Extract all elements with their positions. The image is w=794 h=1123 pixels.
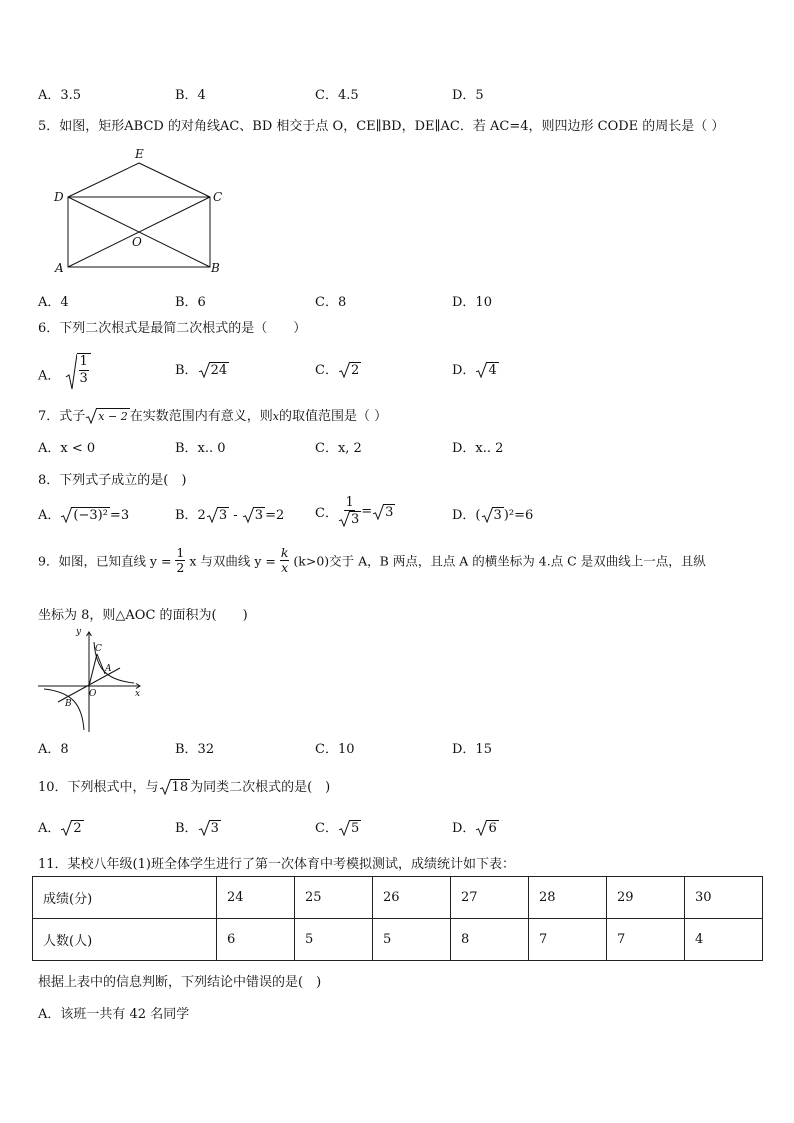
q6-b-radicand: 24 <box>210 363 228 378</box>
q10-d-letter: D． <box>452 821 476 836</box>
q8-a-letter: A． <box>38 508 61 523</box>
q8-b-prefix: B．2 <box>175 508 206 523</box>
table-cell: 25 <box>295 877 373 919</box>
q9-frac1-num: 1 <box>176 545 185 560</box>
q10-option-a <box>38 817 84 836</box>
table-cell: 8 <box>451 919 529 961</box>
q9-hyperbola-figure <box>36 624 148 736</box>
table-cell: 4 <box>685 919 763 961</box>
q8-stem: 8．下列式子成立的是( ) <box>38 473 187 488</box>
sqrt-expression <box>481 507 504 523</box>
sqrt-expression <box>372 504 395 520</box>
q6-option-a <box>38 354 91 393</box>
label-d: D <box>54 190 64 204</box>
q9-frac2-num: k <box>280 545 289 560</box>
table-cell: 5 <box>373 919 451 961</box>
hyperbola-branch-2 <box>44 689 84 730</box>
q6-option-d <box>452 359 499 378</box>
q10-c-radicand: 5 <box>350 821 360 836</box>
q7-variable: x <box>272 410 279 423</box>
score-table <box>32 876 763 961</box>
q8-d-prefix: D．( <box>452 508 481 523</box>
q4-option-b: B．4 <box>175 88 206 103</box>
q9-stem-part1: 9．如图，已知直线 y = <box>38 553 172 569</box>
label-c: C <box>95 644 102 654</box>
q4-option-d: D．5 <box>452 88 484 103</box>
table-cell: 7 <box>607 919 685 961</box>
sqrt-expression <box>338 820 361 836</box>
radical-sign <box>65 353 77 391</box>
q8-b-radicand-1: 3 <box>218 508 228 523</box>
sqrt-expression <box>475 820 498 836</box>
q7-stem-end: 的取值范围是（ ） <box>278 409 388 424</box>
q6-c-radicand: 2 <box>350 363 360 378</box>
q7-stem <box>38 405 387 424</box>
q7-option-c: C．x, 2 <box>315 441 362 456</box>
q11-stem: 11．某校八年级(1)班全体学生进行了第一次体育中考模拟测试，成绩统计如下表： <box>38 857 515 872</box>
q10-c-letter: C． <box>315 821 338 836</box>
sqrt-expression <box>338 511 361 527</box>
q10-a-radicand: 2 <box>73 821 82 836</box>
table-cell: 5 <box>295 919 373 961</box>
q5-option-a: A．4 <box>38 295 69 310</box>
q8-option-c <box>315 496 395 527</box>
table-cell: 人数(人) <box>33 919 217 961</box>
q8-option-b <box>175 504 284 523</box>
q8-b-radicand-2: 3 <box>254 508 264 523</box>
q6-option-b-letter: B． <box>175 363 198 378</box>
q9-stem-part3: (k>0)交于 A，B 两点，且点 A 的横坐标为 4.点 C 是双曲线上一点，且纵 <box>293 553 706 569</box>
label-c: C <box>213 190 223 204</box>
sqrt-expression <box>475 362 498 378</box>
q8-c-radicand: 3 <box>385 504 394 520</box>
q8-a-radicand: (−3)² <box>73 508 108 523</box>
q11-question: 根据上表中的信息判断，下列结论中错误的是( ) <box>38 975 322 990</box>
q4-option-c: C．4.5 <box>315 88 359 103</box>
q10-option-d <box>452 817 499 836</box>
sqrt-expression <box>85 408 129 424</box>
q4-option-a: A．3.5 <box>38 88 82 103</box>
sqrt-expression <box>198 820 221 836</box>
q8-b-result: =2 <box>265 508 285 523</box>
table-cell: 27 <box>451 877 529 919</box>
label-b: B <box>65 699 72 709</box>
q9-option-c: C．10 <box>315 742 355 757</box>
q9-frac2-den: x <box>281 560 289 575</box>
q6-option-c <box>315 359 361 378</box>
table-cell: 28 <box>529 877 607 919</box>
q10-b-letter: B． <box>175 821 198 836</box>
table-row <box>33 877 763 919</box>
q9-stem-line2: 坐标为 8，则△AOC 的面积为( ) <box>38 608 248 623</box>
q8-d-result: )²=6 <box>503 508 534 523</box>
q6-option-d-letter: D． <box>452 363 476 378</box>
q9-option-d: D．15 <box>452 742 492 757</box>
q8-d-radicand: 3 <box>493 508 502 523</box>
label-o: O <box>89 689 97 699</box>
q6-stem: 6．下列二次根式是最简二次根式的是（ ） <box>38 321 307 336</box>
sqrt-expression <box>60 820 83 836</box>
segment-ce <box>139 163 210 197</box>
q8-a-result: =3 <box>109 508 130 523</box>
q10-stem-radicand: 18 <box>171 780 189 795</box>
q6-a-numerator: 1 <box>79 354 88 369</box>
q9-stem-part2: x 与双曲线 y = <box>189 553 276 569</box>
q9-stem-line1 <box>38 546 706 575</box>
sqrt-expression <box>60 507 110 523</box>
q9-option-a: A．8 <box>38 742 69 757</box>
q6-option-b <box>175 359 229 378</box>
table-row <box>33 919 763 961</box>
table-cell: 24 <box>217 877 295 919</box>
q7-stem-prefix: 7．式子 <box>38 409 86 424</box>
q8-c-equals: = <box>361 504 373 519</box>
q5-rectangle-figure <box>50 145 230 280</box>
q7-option-b: B．x.. 0 <box>175 441 226 456</box>
q8-c-denominator: 3 <box>350 512 360 527</box>
q7-option-d: D．x.. 2 <box>452 441 504 456</box>
q8-c-letter: C． <box>315 506 338 521</box>
q6-option-a-letter: A． <box>38 368 61 384</box>
label-x: x <box>135 689 141 699</box>
q9-option-b: B．32 <box>175 742 215 757</box>
q6-option-c-letter: C． <box>315 363 338 378</box>
q10-a-letter: A． <box>38 821 61 836</box>
q10-option-c <box>315 817 361 836</box>
table-cell: 成绩(分) <box>33 877 217 919</box>
label-e: E <box>135 147 144 161</box>
sqrt-expression <box>206 507 229 523</box>
q9-frac1-den: 2 <box>176 560 185 575</box>
q5-stem: 5．如图，矩形ABCD 的对角线AC、BD 相交于点 O，CE∥BD，DE∥AC．若 AC=4，则四边形 CODE 的周长是（ ） <box>38 119 725 134</box>
q10-stem <box>38 776 330 795</box>
q7-stem-suffix: 在实数范围内有意义，则 <box>129 409 273 424</box>
q10-d-radicand: 6 <box>488 821 497 836</box>
segment-de <box>68 163 139 197</box>
q6-a-denominator: 3 <box>79 371 88 386</box>
table-cell: 6 <box>217 919 295 961</box>
q8-option-d <box>452 504 533 523</box>
sqrt-expression <box>338 362 361 378</box>
q11-option-a: A．该班一共有 42 名同学 <box>38 1007 190 1022</box>
q8-option-a <box>38 504 129 523</box>
q7-option-a: A．x < 0 <box>38 441 96 456</box>
label-o: O <box>132 235 142 249</box>
fraction <box>280 546 290 575</box>
fraction <box>175 546 185 575</box>
q7-radicand: x − 2 <box>98 410 128 423</box>
q10-option-b <box>175 817 221 836</box>
sqrt-expression <box>198 362 230 378</box>
sqrt-expression <box>159 779 191 795</box>
q8-b-minus: - <box>229 508 242 523</box>
label-b: B <box>211 261 220 275</box>
q10-stem-prefix: 10．下列根式中，与 <box>38 780 159 795</box>
table-cell: 7 <box>529 919 607 961</box>
q10-stem-suffix: 为同类二次根式的是( ) <box>190 780 331 795</box>
table-cell: 26 <box>373 877 451 919</box>
q5-option-c: C．8 <box>315 295 347 310</box>
q5-option-d: D．10 <box>452 295 492 310</box>
q5-option-b: B．6 <box>175 295 206 310</box>
table-cell: 29 <box>607 877 685 919</box>
segment-ac <box>97 654 105 674</box>
fraction <box>338 496 361 527</box>
label-y: y <box>76 627 82 637</box>
table-cell: 30 <box>685 877 763 919</box>
q10-b-radicand: 3 <box>210 821 219 836</box>
q6-d-radicand: 4 <box>488 363 497 378</box>
label-a: A <box>105 664 112 674</box>
sqrt-expression <box>242 507 265 523</box>
label-a: A <box>55 261 64 275</box>
q8-c-numerator: 1 <box>345 495 354 510</box>
